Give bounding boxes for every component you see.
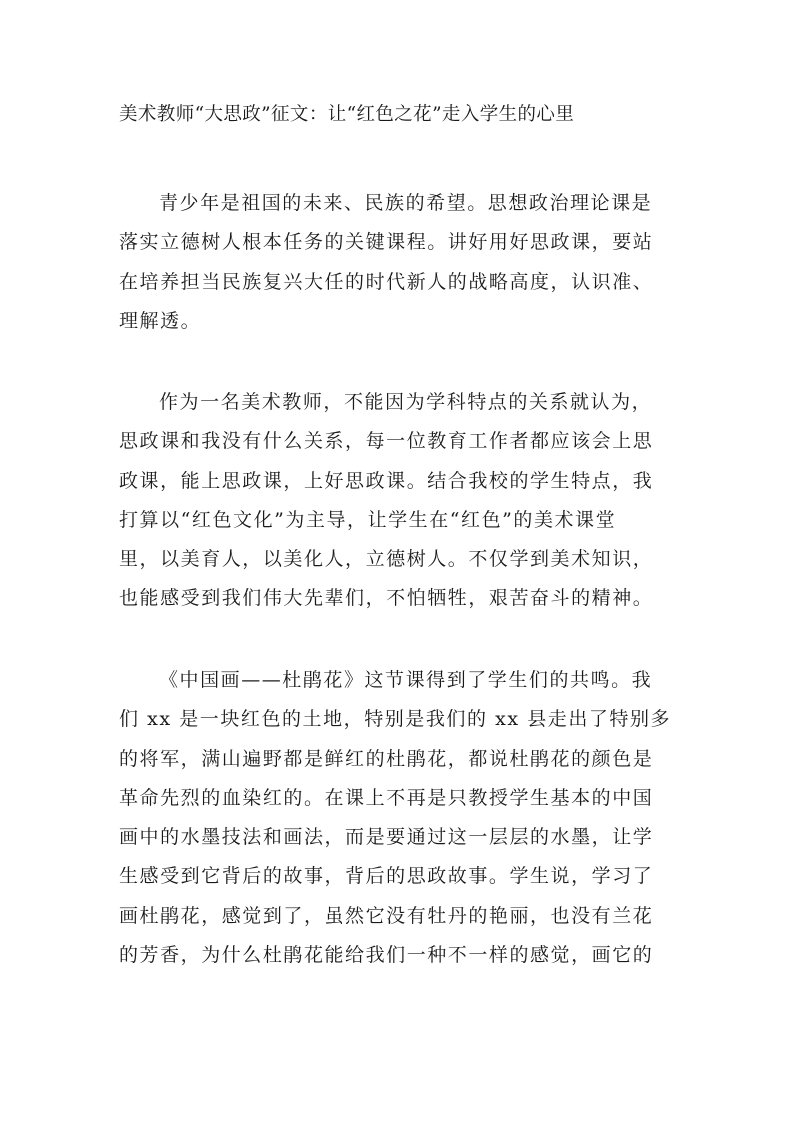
paragraph-line: 落实立德树人根本任务的关键课程。讲好用好思政课，要站 bbox=[119, 231, 654, 254]
paragraph-line: 也能感受到我们伟大先辈们，不怕牺牲，艰苦奋斗的精神。 bbox=[119, 587, 654, 610]
paragraph-line: 打算以“红色文化”为主导，让学生在“红色”的美术课堂 bbox=[119, 508, 617, 531]
paragraph-line: 里，以美育人，以美化人，立德树人。不仅学到美术知识， bbox=[119, 548, 654, 571]
document-title: 美术教师“大思政”征文：让“红色之花”走入学生的心里 bbox=[119, 104, 575, 125]
paragraph-line: 在培养担当民族复兴大任的时代新人的战略高度，认识准、 bbox=[119, 270, 654, 293]
paragraph-3 bbox=[119, 661, 675, 975]
paragraph-line: 青少年是祖国的未来、民族的希望。思想政治理论课是 bbox=[159, 192, 653, 214]
paragraph-line: 理解透。 bbox=[119, 309, 202, 332]
paragraph-line: 政课，能上思政课，上好思政课。结合我校的学生特点，我 bbox=[119, 469, 654, 492]
paragraph-line: 思政课和我没有什么关系，每一位教育工作者都应该会上思 bbox=[119, 430, 654, 453]
paragraph-line: 画中的水墨技法和画法，而是要通过这一层层的水墨，让学 bbox=[119, 826, 654, 849]
paragraph-2 bbox=[119, 383, 675, 619]
paragraph-1 bbox=[119, 184, 675, 341]
paragraph-line: 革命先烈的血染红的。在课上不再是只教授学生基本的中国 bbox=[119, 786, 654, 809]
paragraph-line: 们 xx 是一块红色的土地，特别是我们的 xx 县走出了特别多 bbox=[119, 708, 672, 731]
paragraph-line: 的将军，满山遍野都是鲜红的杜鹃花，都说杜鹃花的颜色是 bbox=[119, 747, 654, 770]
paragraph-line: 《中国画——杜鹃花》这节课得到了学生们的共鸣。我 bbox=[159, 669, 653, 691]
paragraph-line: 的芳香，为什么杜鹃花能给我们一种不一样的感觉，画它的 bbox=[119, 944, 654, 967]
paragraph-line: 生感受到它背后的故事，背后的思政故事。学生说，学习了 bbox=[119, 865, 654, 888]
paragraph-line: 作为一名美术教师，不能因为学科特点的关系就认为， bbox=[159, 391, 653, 413]
paragraph-line: 画杜鹃花，感觉到了，虽然它没有牡丹的艳丽，也没有兰花 bbox=[119, 904, 654, 927]
